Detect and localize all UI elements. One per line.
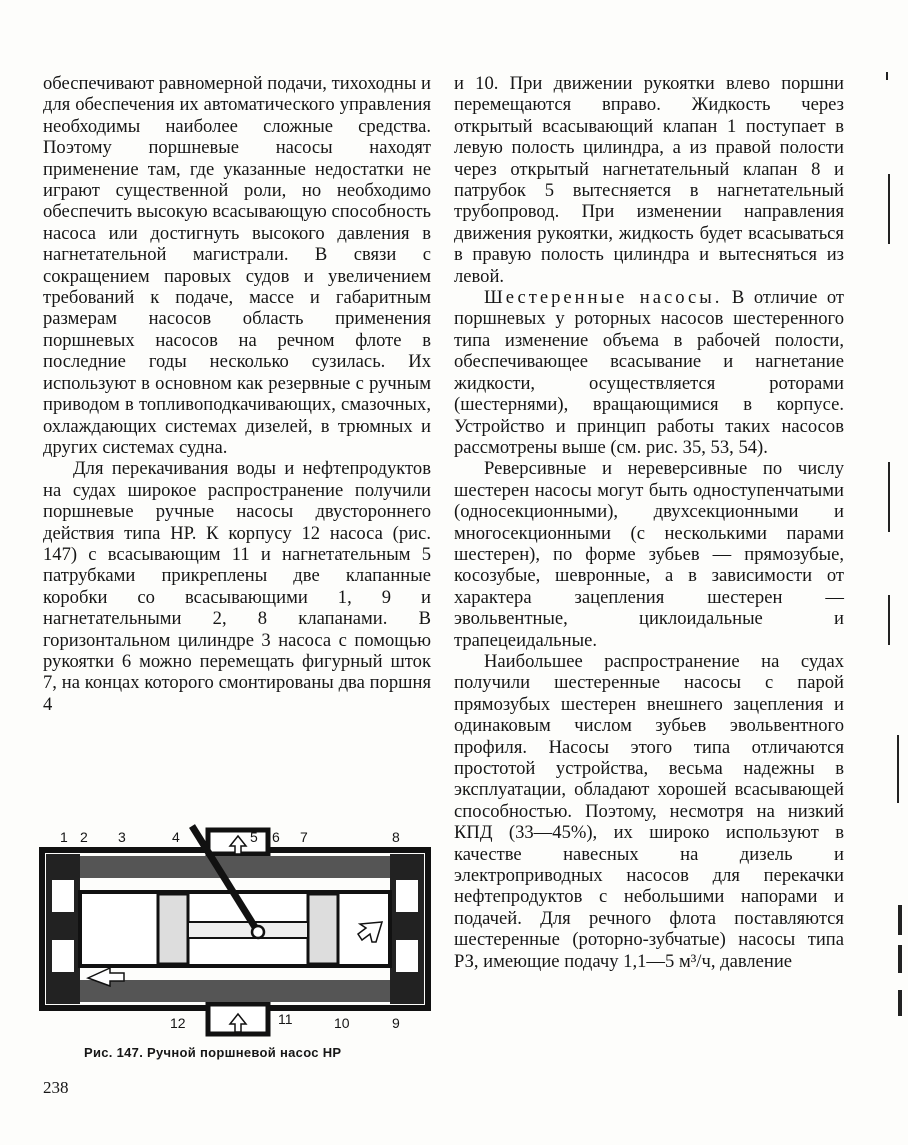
piston-4	[158, 894, 188, 964]
right-paragraph-4: Наибольшее распространение на судах получили шестеренные насосы с парой прямозубых шестерен внешнего зацепления и одинаковым числом зубьев эвольвентного профиля. Насосы этого типа отличаются простотой устройства, весьма надежны в эксплуатации, обладают хорошей всасывающей способностью. Поэтому, несмотря на низкий КПД (33—45%), их широко используют в качестве навесных на дизель и электроприводных насосов для перекачки нефтепродуктов с небольшими напорами и подачей. Для речного флота поставляются шестеренные (роторно-зубчатые) насосы типа РЗ, имеющие подачу 1,1—5 м³/ч, давление	[454, 650, 844, 972]
right-paragraph-2: В отличие от поршневых у роторных насосов шестеренного типа изменение объема в рабочей полости, обеспечивающее всасывание и нагнетание жидкости, осуществляется роторами (шестернями), вращающимися в корпусе. Устройство и принцип работы таких насосов рассмотрены выше (см. рис. 35, 53, 54).	[454, 287, 844, 458]
figure-label-11: 11	[278, 1011, 293, 1027]
pump-figure	[36, 822, 436, 1072]
figure-label-4: 4	[172, 829, 180, 845]
margin-mark	[898, 945, 902, 973]
margin-mark	[898, 905, 902, 935]
figure-caption: Рис. 147. Ручной поршневой насос НР	[84, 1045, 342, 1060]
margin-mark	[888, 595, 890, 645]
page-number: 238	[43, 1078, 69, 1097]
left-paragraph-1: обеспечивают равномерной подачи, тихоходны и для обеспечения их автоматического управления необходимы наиболее сложные средства. Поэтому поршневые насосы находят применение там, где указанные недостатки не играют существенной роли, но необходимо обеспечить высокую всасывающую способность насоса или достигнуть высокого давления в нагнетательной магистрали. В связи с сокращением паровых судов и увеличением требований к подаче, массе и габаритным размерам насосов область применения поршневых насосов на речном флоте в последние годы несколько сузилась. Их используют в основном как резервные с ручным приводом в топливоподкачивающих, смазочных, охлаждающих системах дизелей, в трюмных и других системах судна.	[43, 73, 431, 458]
left-text-column	[43, 73, 431, 715]
figure-label-1: 1	[60, 829, 68, 845]
gear-pumps-paragraph	[454, 287, 844, 458]
piston-10	[308, 894, 338, 964]
piston-rod	[188, 922, 308, 938]
margin-mark	[897, 735, 899, 803]
handle-pivot	[252, 926, 264, 938]
right-paragraph-3: Реверсивные и нереверсивные по числу шестерен насосы могут быть одноступенчатыми (односекционными), двухсекционными и многосекционными (с несколькими парами шестерен), по форме зубьев — прямозубые, косозубые, шевронные, а в зависимости от характера зацепления шестерен — эвольвентные, циклоидальные и трапецеидальные.	[454, 458, 844, 651]
figure-label-10: 10	[334, 1015, 350, 1031]
valve-9	[396, 940, 418, 972]
margin-mark	[898, 990, 902, 1016]
figure-label-5: 5	[250, 829, 258, 845]
valve-1	[52, 940, 74, 972]
discharge-channel	[80, 856, 390, 878]
margin-mark	[888, 462, 890, 532]
figure-label-7: 7	[300, 829, 308, 845]
right-text-column	[454, 73, 844, 972]
left-valve-box	[46, 854, 80, 1004]
margin-mark	[888, 174, 890, 244]
figure-label-6: 6	[272, 829, 280, 845]
figure-label-12: 12	[170, 1015, 186, 1031]
figure-label-2: 2	[80, 829, 88, 845]
suction-channel	[80, 980, 390, 1002]
figure-label-8: 8	[392, 829, 400, 845]
margin-mark	[886, 72, 888, 80]
figure-label-9: 9	[392, 1015, 400, 1031]
right-paragraph-1: и 10. При движении рукоятки влево поршни перемещаются вправо. Жидкость через открытый всасывающий клапан 1 поступает в левую полость цилиндра, а из правой полости через открытый нагнетательный клапан 8 и патрубок 5 вытесняется в нагнетательный трубопровод. При изменении направления движения рукоятки, жидкость будет всасываться в правую полость цилиндра и вытесняться из левой.	[454, 73, 844, 287]
left-paragraph-2: Для перекачивания воды и нефтепродуктов на судах широкое распространение получили поршневые ручные насосы двустороннего действия типа НР. К корпусу 12 насоса (рис. 147) с всасывающим 11 и нагнетательным 5 патрубками прикреплены две клапанные коробки со всасывающими 1, 9 и нагнетательными 2, 8 клапанами. В горизонтальном цилиндре 3 насоса с помощью рукоятки 6 можно перемещать фигурный шток 7, на концах которого смонтированы два поршня 4	[43, 458, 431, 715]
valve-8	[396, 880, 418, 912]
valve-2	[52, 880, 74, 912]
section-heading: Шестеренные насосы.	[484, 287, 723, 309]
right-valve-box	[390, 854, 424, 1004]
pump-diagram	[36, 822, 436, 1044]
figure-label-3: 3	[118, 829, 126, 845]
